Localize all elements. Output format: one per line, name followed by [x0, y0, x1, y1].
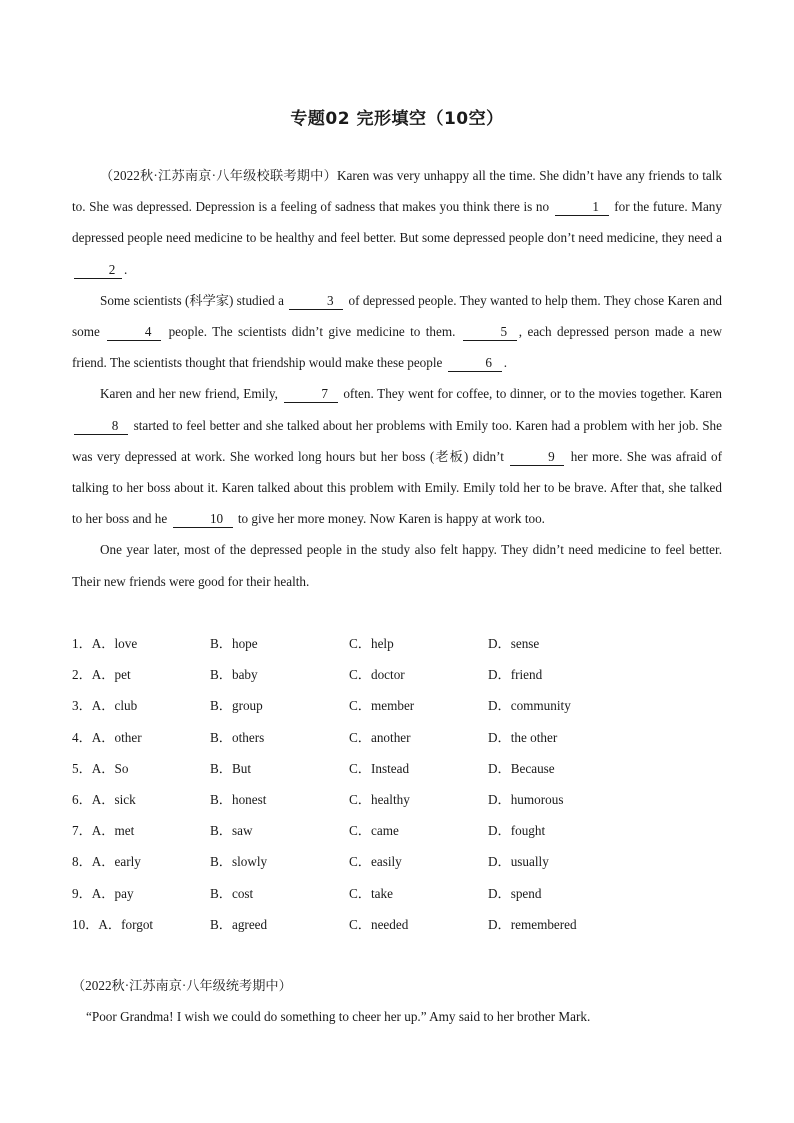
options-list [72, 627, 722, 939]
option-b: B．agreed [210, 916, 268, 932]
option-row [72, 783, 722, 814]
paragraph-text: （2022秋·江苏南京·八年级校联考期中）Karen was very unhappy all the time. She didn’t have any friends to talk to. She was depressed. Depression is a feeling of sadness that makes you think there is no [72, 168, 722, 215]
paragraph-text: . [124, 261, 128, 277]
option-b: B．cost [210, 885, 254, 901]
paragraph-2 [72, 285, 722, 379]
option-c: C．healthy [349, 792, 410, 808]
option-b: B．saw [210, 823, 253, 839]
paragraph-text: . [503, 355, 507, 371]
option-b: B．But [210, 760, 252, 776]
option-a: 7．A．met [72, 823, 135, 839]
paragraph-text: people. The scientists didn’t give medicine to them. [163, 324, 461, 340]
paragraph-text: , each depressed person made a new friend. The scientists thought that friendship would make these people [72, 324, 722, 371]
blank-7: 7 [284, 386, 338, 403]
blank-6: 6 [448, 355, 502, 372]
option-b: B．slowly [210, 854, 268, 870]
option-d: D．spend [488, 885, 542, 901]
option-row [72, 845, 722, 876]
option-b: B．baby [210, 667, 258, 683]
option-c: C．needed [349, 916, 409, 932]
blank-2: 2 [74, 262, 122, 279]
option-a: 6．A．sick [72, 792, 136, 808]
option-c: C．take [349, 885, 393, 901]
paragraph-text: for the future. Many depressed people need medicine to be healthy and feel better. But some depressed people don’t need medicine, they need a [72, 199, 722, 246]
option-row [72, 721, 722, 752]
passage-2-source: （2022秋·江苏南京·八年级统考期中） [72, 978, 292, 993]
option-d: D．usually [488, 854, 549, 870]
paragraph-text: her more. She was afraid of talking to her boss about it. Karen talked about this problem with Emily. Emily told her to be brave. After that, she talked to her boss and he [72, 448, 722, 527]
paragraph-text: Karen and her new friend, Emily, [100, 386, 282, 402]
blank-10: 10 [173, 511, 233, 528]
option-b: B．others [210, 729, 265, 745]
option-row [72, 814, 722, 845]
blank-9: 9 [510, 449, 564, 466]
blank-4: 4 [107, 324, 161, 341]
option-b: B．group [210, 698, 263, 714]
option-c: C．another [349, 729, 411, 745]
option-a: 4．A．other [72, 729, 142, 745]
option-c: C．help [349, 636, 394, 652]
paragraph-text: Some scientists (科学家) studied a [100, 292, 288, 308]
option-c: C．Instead [349, 760, 410, 776]
passage-1 [72, 160, 722, 597]
option-d: D．remembered [488, 916, 577, 932]
blank-5: 5 [463, 324, 517, 341]
option-a: 1．A．love [72, 636, 138, 652]
paragraph-1 [72, 160, 722, 285]
paragraph-text: often. They went for coffee, to dinner, or to the movies together. Karen [339, 386, 722, 402]
option-a: 3．A．club [72, 698, 138, 714]
blank-8: 8 [74, 418, 128, 435]
option-d: D．Because [488, 760, 555, 776]
paragraph-4: One year later, most of the depressed people in the study also felt happy. They didn’t need medicine to feel better. Their new friends were good for their health. [72, 542, 722, 589]
option-row [72, 627, 722, 658]
option-d: D．fought [488, 823, 546, 839]
option-c: C．easily [349, 854, 402, 870]
option-d: D．friend [488, 667, 543, 683]
paragraph-3 [72, 378, 722, 534]
option-d: D．sense [488, 636, 540, 652]
option-b: B．honest [210, 792, 267, 808]
option-d: D．humorous [488, 792, 564, 808]
option-a: 8．A．early [72, 854, 141, 870]
blank-1: 1 [555, 199, 609, 216]
option-b: B．hope [210, 636, 258, 652]
option-d: D．community [488, 698, 571, 714]
option-d: D．the other [488, 729, 558, 745]
option-a: 10．A．forgot [72, 916, 154, 932]
option-row [72, 908, 722, 939]
page-title: 专题02 完形填空（10空） [290, 109, 504, 129]
paragraph-text: of depressed people. They wanted to help them. They chose Karen and some [72, 292, 723, 340]
paragraph-text: to give her more money. Now Karen is happy at work too. [234, 511, 545, 527]
option-c: C．doctor [349, 667, 405, 683]
option-c: C．came [349, 823, 399, 839]
passage-2 [72, 970, 722, 1032]
option-a: 9．A．pay [72, 885, 134, 901]
option-row [72, 689, 722, 720]
option-row [72, 752, 722, 783]
option-a: 2．A．pet [72, 667, 131, 683]
option-row [72, 877, 722, 908]
paragraph-text: started to feel better and she talked about her problems with Emily too. Karen had a problem with her job. She was very depressed at work. She worked long hours but her boss (老板) didn’t [72, 417, 722, 464]
option-c: C．member [349, 698, 415, 714]
blank-3: 3 [289, 293, 343, 310]
passage-2-line: “Poor Grandma! I wish we could do something to cheer her up.” Amy said to her brother Mark. [86, 1009, 591, 1025]
option-row [72, 658, 722, 689]
option-a: 5．A．So [72, 760, 129, 776]
